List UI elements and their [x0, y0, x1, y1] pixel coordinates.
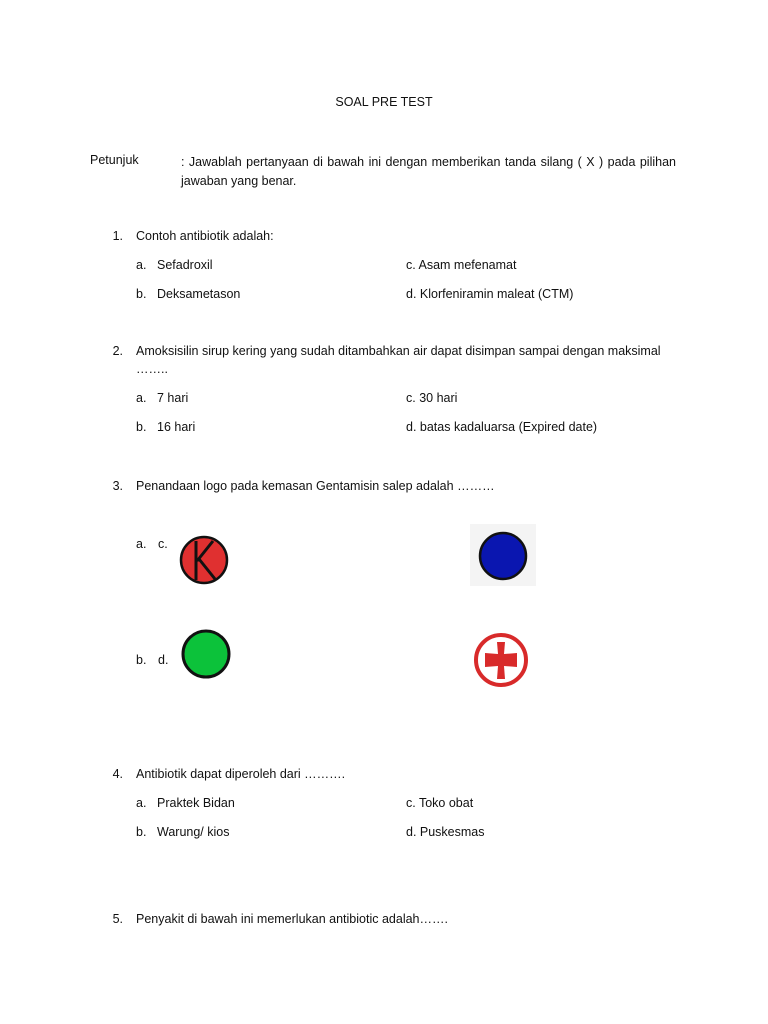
- q1-option-a-letter: a.: [136, 258, 147, 272]
- question-1-number: 1.: [112, 229, 123, 243]
- question-1-text: Contoh antibiotik adalah:: [136, 229, 274, 243]
- question-2-number: 2.: [112, 344, 123, 358]
- q1-option-c: c. Asam mefenamat: [406, 258, 517, 272]
- page-title: SOAL PRE TEST: [335, 95, 433, 109]
- q3-option-a-letter: a.: [136, 537, 147, 551]
- q3-option-b-letter: b.: [136, 653, 147, 667]
- question-3-text: Penandaan logo pada kemasan Gentamisin salep adalah ………: [136, 479, 495, 493]
- q1-option-d: d. Klorfeniramin maleat (CTM): [406, 287, 574, 301]
- instructions-label: Petunjuk: [90, 153, 139, 167]
- q4-option-a-letter: a.: [136, 796, 147, 810]
- q2-option-a-letter: a.: [136, 391, 147, 405]
- q2-option-b-text: 16 hari: [157, 420, 196, 434]
- question-4-number: 4.: [112, 767, 123, 781]
- q2-option-d: d. batas kadaluarsa (Expired date): [406, 420, 598, 434]
- blue-circle-icon: [470, 524, 536, 586]
- q4-option-a-text: Praktek Bidan: [157, 796, 235, 810]
- q4-option-d: d. Puskesmas: [406, 825, 485, 839]
- question-2-text-continued: ……..: [136, 362, 168, 376]
- q3-option-c-letter: c.: [158, 537, 168, 551]
- k-logo-icon: [172, 527, 236, 587]
- q2-option-a-text: 7 hari: [157, 391, 189, 405]
- question-3-number: 3.: [112, 479, 123, 493]
- red-cross-icon: [470, 630, 532, 690]
- q4-option-b-letter: b.: [136, 825, 147, 839]
- green-circle-icon: [176, 626, 236, 682]
- q3-option-d-letter: d.: [158, 653, 169, 667]
- q1-option-a-text: Sefadroxil: [157, 258, 213, 272]
- q4-option-c: c. Toko obat: [406, 796, 474, 810]
- q1-option-b-letter: b.: [136, 287, 147, 301]
- q4-option-b-text: Warung/ kios: [157, 825, 230, 839]
- q1-option-b-text: Deksametason: [157, 287, 241, 301]
- q2-option-c: c. 30 hari: [406, 391, 458, 405]
- q2-option-b-letter: b.: [136, 420, 147, 434]
- question-5-number: 5.: [112, 912, 123, 926]
- question-5-text: Penyakit di bawah ini memerlukan antibiotic adalah…….: [136, 912, 448, 926]
- question-2-text: Amoksisilin sirup kering yang sudah ditambahkan air dapat disimpan sampai dengan maksimal: [136, 344, 661, 358]
- question-4-text: Antibiotik dapat diperoleh dari ……….: [136, 767, 346, 781]
- instructions-text: : Jawablah pertanyaan di bawah ini dengan memberikan tanda silang ( X ) pada pilihan jawaban yang benar.: [181, 155, 676, 188]
